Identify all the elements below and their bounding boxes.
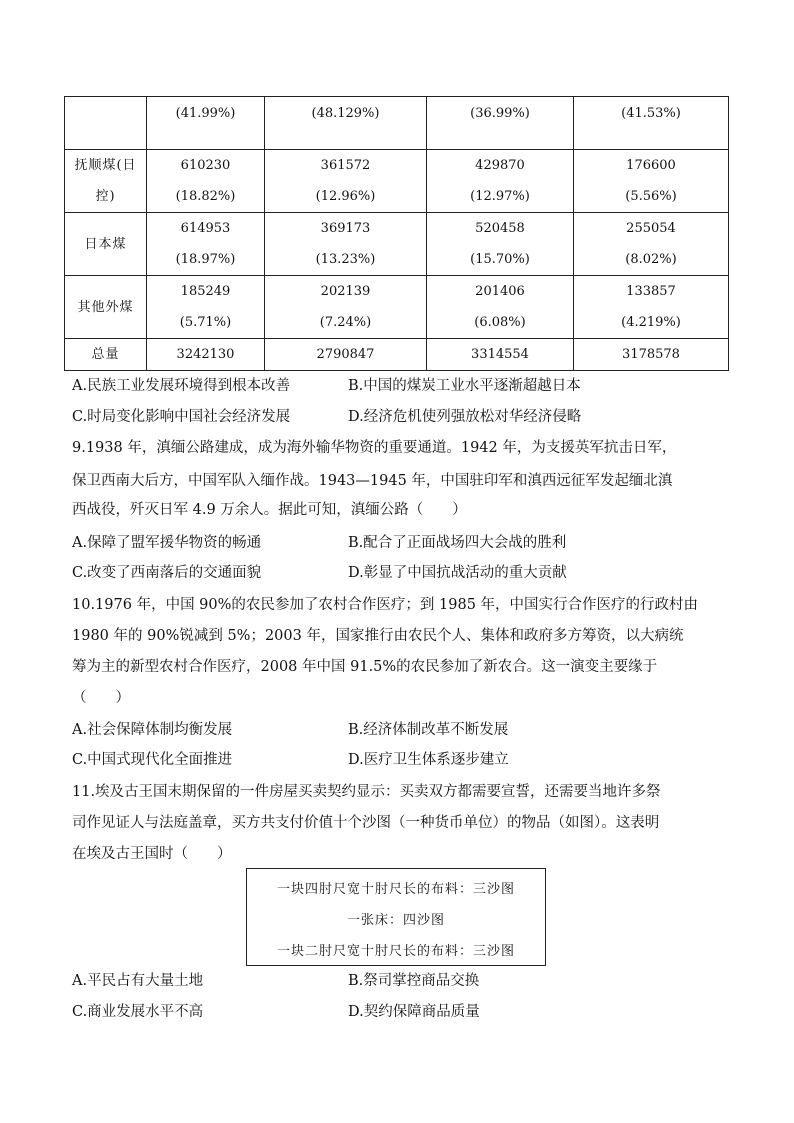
q11-stem-line-1: 11.埃及古王国末期保留的一件房屋买卖契约显示：买卖双方都需要宣誓，还需要当地许多祭 (72, 784, 661, 800)
table-cell (427, 97, 574, 150)
cell-value: 3242130 (176, 347, 235, 362)
contract-item-3: 一块二肘尺宽十肘尺长的布料：三沙图 (276, 944, 515, 959)
row-label-cell (65, 213, 147, 276)
cell-percentage: (15.70%) (470, 252, 530, 267)
cell-percentage: (8.02%) (625, 252, 677, 267)
cell-percentage: (12.97%) (470, 189, 530, 204)
cell-value: 255054 (626, 221, 676, 236)
cell-percentage: (13.23%) (315, 252, 376, 267)
q10-option-c[interactable]: C.中国式现代化全面推进 (72, 752, 233, 768)
table-cell (147, 339, 265, 371)
row-label-cell (65, 150, 147, 213)
cell-value: 610230 (180, 158, 231, 173)
cell-value: 133857 (626, 284, 676, 299)
row-label-text: 控) (95, 189, 116, 204)
cell-value: 3178578 (622, 347, 680, 362)
table-row (65, 97, 729, 150)
cell-percentage: (6.08%) (474, 315, 526, 330)
cell-value: 2790847 (316, 347, 375, 362)
row-label-text: 其他外煤 (77, 299, 134, 315)
q11-option-c[interactable]: C.商业发展水平不高 (72, 1004, 204, 1020)
cell-value: 185249 (180, 284, 231, 299)
cell-percentage: (36.99%) (470, 106, 530, 121)
row-label-text: 抚顺煤(日 (74, 158, 137, 173)
q10-option-a[interactable]: A.社会保障体制均衡发展 (72, 722, 233, 738)
table-row (65, 213, 729, 276)
table-cell (427, 150, 574, 213)
table-cell (427, 276, 574, 339)
table-cell (265, 150, 427, 213)
cell-value: 201406 (475, 284, 525, 299)
q8-option-b[interactable]: B.中国的煤炭工业水平逐渐超越日本 (348, 378, 581, 394)
table-cell (427, 213, 574, 276)
table-cell (147, 276, 265, 339)
q10-stem-line-2: 1980 年的 90%锐减到 5%；2003 年，国家推行由农民个人、集体和政府多方筹资，以大病统 (72, 628, 684, 644)
cell-percentage: (5.71%) (179, 315, 232, 330)
cell-value: 202139 (320, 284, 371, 299)
q11-option-b[interactable]: B.祭司掌控商品交换 (348, 973, 480, 989)
table-row (65, 276, 729, 339)
cell-value: 520458 (475, 221, 525, 236)
q9-stem-line-2: 保卫西南大后方，中国军队入缅作战。1943—1945 年，中国驻印军和滇西远征军发起缅北滇 (72, 473, 673, 489)
cell-percentage: (4.219%) (621, 315, 681, 330)
q11-option-a[interactable]: A.平民占有大量土地 (72, 973, 204, 989)
cell-value: 176600 (626, 158, 676, 173)
table-row (65, 339, 729, 371)
contract-item-2: 一张床：四沙图 (346, 913, 445, 928)
cell-percentage: (41.53%) (621, 106, 681, 121)
table-cell (147, 213, 265, 276)
table-cell (265, 339, 427, 371)
row-label-cell (65, 97, 147, 150)
cell-value: 361572 (320, 158, 371, 173)
cell-percentage: (41.99%) (175, 106, 236, 121)
row-label-text: 日本煤 (84, 236, 127, 252)
table-cell (427, 339, 574, 371)
q9-stem-line-1: 9.1938 年，滇缅公路建成，成为海外输华物资的重要通道。1942 年，为支援英军抗击日军， (72, 440, 677, 456)
table-cell (265, 213, 427, 276)
cell-value: 369173 (320, 221, 371, 236)
cell-percentage: (12.96%) (315, 189, 376, 204)
cell-percentage: (48.129%) (311, 106, 380, 121)
cell-value: 3314554 (471, 347, 529, 362)
q11-stem-line-3: 在埃及古王国时（ ） (72, 846, 232, 862)
table-cell (147, 150, 265, 213)
q9-option-c[interactable]: C.改变了西南落后的交通面貌 (72, 565, 262, 581)
q10-stem-line-1: 10.1976 年，中国 90%的农民参加了农村合作医疗；到 1985 年，中国实行合作医疗的行政村由 (72, 597, 699, 613)
table-cell (265, 97, 427, 150)
q10-option-b[interactable]: B.经济体制改革不断发展 (348, 722, 509, 738)
q9-option-d[interactable]: D.彰显了中国抗战活动的重大贡献 (348, 565, 567, 581)
q10-stem-line-3: 筹为主的新型农村合作医疗，2008 年中国 91.5%的农民参加了新农合。这一演变主要缘于 (72, 659, 658, 675)
table-cell (265, 276, 427, 339)
table-cell (574, 97, 729, 150)
q11-option-d[interactable]: D.契约保障商品质量 (348, 1004, 480, 1020)
table-cell (574, 150, 729, 213)
q8-option-c[interactable]: C.时局变化影响中国社会经济发展 (72, 409, 291, 425)
cell-percentage: (5.56%) (625, 189, 677, 204)
q10-stem-line-4: （ ） (72, 690, 130, 706)
table-cell (574, 213, 729, 276)
q11-stem-line-2: 司作见证人与法庭盖章，买方共支付价值十个沙图（一种货币单位）的物品（如图）。这表明 (72, 815, 660, 831)
cell-percentage: (18.82%) (175, 189, 236, 204)
q9-stem-line-3: 西战役，歼灭日军 4.9 万余人。据此可知，滇缅公路（ ） (72, 502, 467, 518)
q9-option-b[interactable]: B.配合了正面战场四大会战的胜利 (348, 535, 567, 551)
table-cell (574, 339, 729, 371)
cell-value: 614953 (180, 221, 231, 236)
q8-option-a[interactable]: A.民族工业发展环境得到根本改善 (72, 378, 291, 394)
contract-item-1: 一块四肘尺宽十肘尺长的布料：三沙图 (276, 882, 515, 897)
table-row (65, 150, 729, 213)
q8-option-d[interactable]: D.经济危机使列强放松对华经济侵略 (348, 409, 582, 425)
cell-value: 429870 (475, 158, 525, 173)
cell-percentage: (18.97%) (175, 252, 236, 267)
row-label-cell (65, 276, 147, 339)
cell-percentage: (7.24%) (319, 315, 372, 330)
table-cell (574, 276, 729, 339)
row-label-text: 总量 (91, 347, 120, 362)
row-label-cell (65, 339, 147, 371)
q9-option-a[interactable]: A.保障了盟军援华物资的畅通 (72, 535, 262, 551)
table-cell (147, 97, 265, 150)
contract-figure (246, 868, 546, 966)
coal-statistics-table (64, 96, 729, 371)
q10-option-d[interactable]: D.医疗卫生体系逐步建立 (348, 752, 509, 768)
